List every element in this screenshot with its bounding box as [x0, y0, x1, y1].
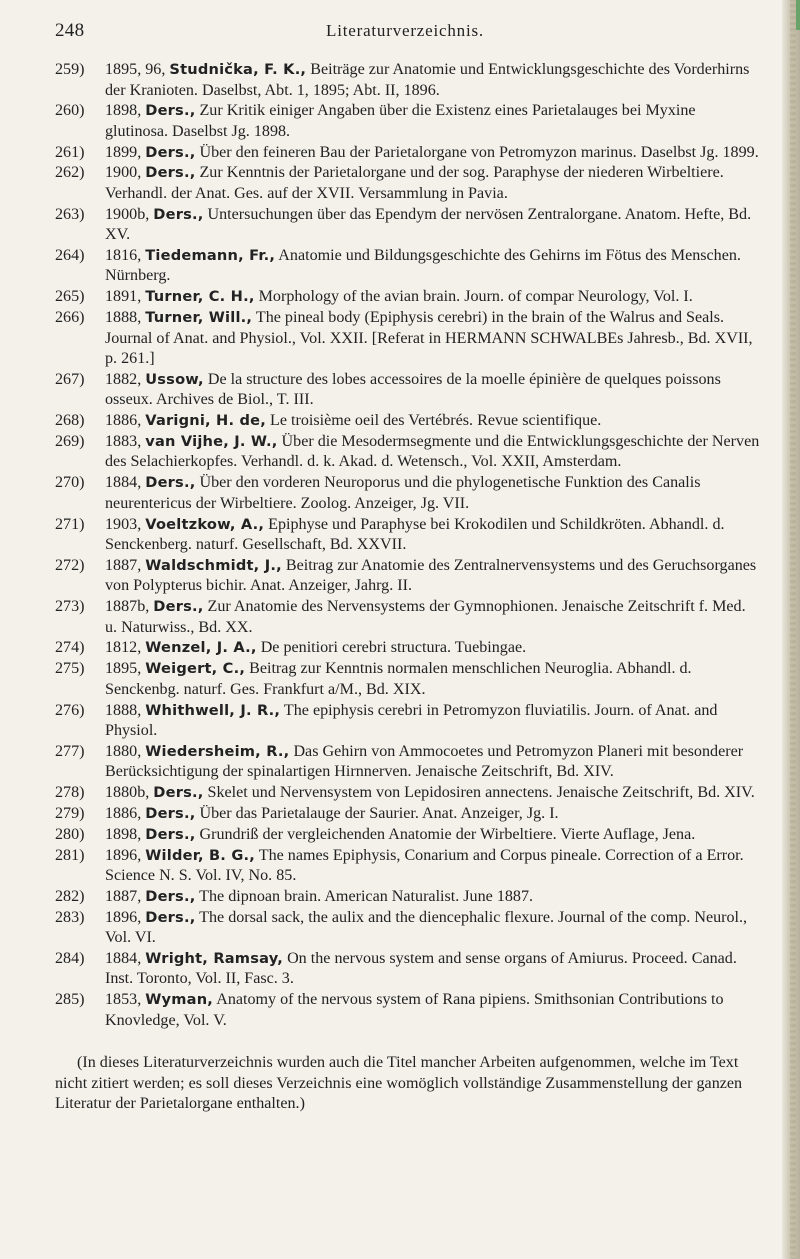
reference-author: Ders.,: [145, 908, 196, 926]
reference-year: 1883,: [105, 432, 142, 450]
reference-title: Grundriß der vergleichenden Anatomie der Wirbeltiere. Vierte Auflage, Jena.: [199, 825, 696, 843]
reference-entry: [55, 742, 760, 783]
reference-year: 1884,: [105, 949, 142, 967]
reference-entry: [55, 701, 760, 742]
reference-title: Anatomy of the nervous system of Rana pipiens. Smithsonian Contributions to Knovledge, Vol. V.: [105, 991, 724, 1029]
reference-number: 260): [55, 102, 85, 120]
reference-number: 285): [55, 991, 85, 1009]
reference-number: 264): [55, 246, 85, 264]
reference-author: Ussow,: [145, 370, 204, 388]
reference-number: 263): [55, 205, 85, 223]
reference-year: 1853,: [105, 991, 142, 1009]
reference-author: Waldschmidt, J.,: [145, 556, 282, 574]
reference-year: 1888,: [105, 309, 142, 327]
reference-author: Ders.,: [145, 825, 196, 843]
reference-title: Über die Mesodermsegmente und die Entwicklungsgeschichte der Nerven des Selachierkopfes. Verhandl. d. k. Akad. d. Wetensch., Vol. XXII, Amsterdam.: [105, 432, 760, 471]
reference-year: 1886,: [105, 804, 142, 822]
reference-number: 275): [55, 660, 85, 678]
reference-author: Whithwell, J. R.,: [145, 701, 281, 719]
reference-year: 1886,: [105, 412, 142, 430]
reference-number: 268): [55, 412, 85, 430]
reference-author: Studnička, F. K.,: [169, 61, 307, 78]
reference-author: Weigert, C.,: [145, 660, 246, 678]
reference-title: The pineal body (Epiphysis cerebri) in the brain of the Walrus and Seals. Journal of Anat. and Physiol., Vol. XXII. [Referat in HERMANN SCHWALBEs Jahresb., Bd. XVII, p. 261.]: [105, 309, 753, 368]
reference-year: 1884,: [105, 474, 142, 492]
reference-title: The dorsal sack, the aulix and the diencephalic flexure. Journal of the comp. Neurol., Vol. VI.: [105, 908, 748, 947]
reference-year: 1891,: [105, 288, 142, 306]
reference-entry: [55, 473, 760, 514]
reference-author: Ders.,: [145, 804, 196, 822]
reference-title: Anatomie und Bildungsgeschichte des Gehirns im Fötus des Menschen. Nürnberg.: [105, 246, 741, 285]
reference-year: 1880,: [105, 742, 142, 760]
reference-number: 267): [55, 370, 85, 388]
page-edge-tab: [796, 0, 800, 30]
reference-author: Wilder, B. G.,: [145, 846, 255, 864]
reference-title: De penitiori cerebri structura. Tuebingae.: [260, 639, 527, 657]
reference-number: 272): [55, 556, 85, 574]
reference-entry: [55, 846, 760, 887]
reference-author: Varigni, H. de,: [145, 412, 266, 430]
reference-title: On the nervous system and sense organs of Amiurus. Proceed. Canad. Inst. Toronto, Vol. II, Fasc. 3.: [105, 949, 737, 988]
reference-year: 1896,: [105, 846, 142, 864]
reference-number: 283): [55, 908, 85, 926]
reference-title: The dipnoan brain. American Naturalist. June 1887.: [199, 887, 534, 905]
reference-title: Beitrag zur Kenntnis normalen menschlichen Neuroglia. Abhandl. d. Senckenbg. naturf. Ges. Frankfurt a/M., Bd. XIX.: [105, 660, 692, 698]
reference-entry: [55, 515, 760, 556]
reference-author: Wenzel, J. A.,: [145, 639, 257, 657]
reference-year: 1898,: [105, 102, 142, 120]
reference-number: 273): [55, 598, 85, 616]
running-title: Literaturverzeichnis.: [326, 21, 484, 40]
reference-author: Turner, Will.,: [145, 309, 253, 327]
reference-year: 1903,: [105, 515, 142, 533]
reference-entry: [55, 205, 760, 246]
reference-number: 282): [55, 887, 85, 905]
reference-year: 1812,: [105, 639, 142, 657]
reference-title: Untersuchungen über das Ependym der nervösen Zentralorgane. Anatom. Hefte, Bd. XV.: [105, 205, 752, 244]
reference-number: 284): [55, 949, 85, 967]
reference-author: Ders.,: [145, 143, 196, 161]
reference-entry: [55, 804, 760, 825]
reference-list: [55, 60, 760, 1032]
page-edge-shadow: [790, 0, 796, 1259]
reference-year: 1899,: [105, 143, 142, 161]
reference-author: Ders.,: [145, 474, 196, 492]
reference-year: 1895, 96,: [105, 61, 166, 78]
reference-number: 274): [55, 639, 85, 657]
reference-author: Ders.,: [145, 887, 196, 905]
reference-title: Beiträge zur Anatomie und Entwicklungsgeschichte des Vorderhirns der Kranioten. Daselbst, Abt. 1, 1895; Abt. II, 1896.: [105, 61, 750, 99]
reference-number: 280): [55, 825, 85, 843]
reference-entry: [55, 101, 760, 142]
reference-author: Wyman,: [145, 991, 214, 1009]
reference-entry: [55, 887, 760, 908]
reference-author: Wiedersheim, R.,: [145, 742, 290, 760]
reference-year: 1900,: [105, 164, 142, 182]
reference-author: Voeltzkow, A.,: [145, 515, 265, 533]
reference-year: 1887,: [105, 556, 142, 574]
reference-author: van Vijhe, J. W.,: [145, 432, 278, 450]
reference-title: Über den feineren Bau der Parietalorgane von Petromyzon marinus. Daselbst Jg. 1899.: [199, 143, 759, 161]
reference-number: 262): [55, 164, 85, 182]
reference-entry: [55, 556, 760, 597]
reference-entry: [55, 825, 760, 846]
reference-entry: [55, 597, 760, 638]
reference-author: Ders.,: [145, 102, 196, 120]
reference-author: Ders.,: [153, 784, 204, 802]
reference-entry: [55, 60, 760, 101]
reference-title: Über den vorderen Neuroporus und die phylogenetische Funktion des Canalis neurentericus der Wirbeltiere. Zoolog. Anzeiger, Jg. VII.: [105, 474, 701, 512]
reference-entry: [55, 163, 760, 204]
reference-title: De la structure des lobes accessoires de la moelle épinière de quelques poissons osseux. Archives de Biol., T. III.: [105, 370, 721, 409]
reference-title: Epiphyse und Paraphyse bei Krokodilen und Schildkröten. Abhandl. d. Senckenberg. naturf. Gesellschaft, Bd. XXVII.: [105, 515, 725, 554]
reference-number: 259): [55, 61, 85, 78]
reference-number: 269): [55, 432, 85, 450]
reference-author: Ders.,: [153, 598, 204, 616]
reference-year: 1887b,: [105, 598, 150, 616]
page-header: [55, 20, 755, 42]
reference-entry: [55, 432, 760, 473]
reference-entry: [55, 638, 760, 659]
reference-number: 277): [55, 742, 85, 760]
reference-entry: [55, 659, 760, 700]
reference-entry: [55, 287, 760, 308]
reference-number: 271): [55, 515, 85, 533]
reference-year: 1896,: [105, 908, 142, 926]
reference-year: 1898,: [105, 825, 142, 843]
reference-entry: [55, 308, 760, 370]
reference-entry: [55, 246, 760, 287]
reference-entry: [55, 370, 760, 411]
reference-number: 270): [55, 474, 85, 492]
reference-title: The epiphysis cerebri in Petromyzon fluviatilis. Journ. of Anat. and Physiol.: [105, 701, 718, 740]
reference-year: 1882,: [105, 370, 142, 388]
reference-entry: [55, 949, 760, 990]
reference-entry: [55, 143, 760, 164]
reference-author: Ders.,: [153, 205, 204, 223]
reference-author: Tiedemann, Fr.,: [145, 246, 276, 264]
reference-number: 261): [55, 143, 85, 161]
page-number: 248: [55, 20, 85, 41]
reference-author: Ders.,: [145, 164, 196, 182]
reference-entry: [55, 990, 760, 1031]
reference-number: 276): [55, 701, 85, 719]
reference-number: 281): [55, 846, 85, 864]
reference-year: 1900b,: [105, 205, 150, 223]
reference-number: 265): [55, 288, 85, 306]
reference-title: Zur Anatomie des Nervensystems der Gymnophionen. Jenaische Zeitschrift f. Med. u. Naturwiss., Bd. XX.: [105, 598, 746, 636]
reference-title: The names Epiphysis, Conarium and Corpus pineale. Correction of a Error. Science N. S. Vol. IV, No. 85.: [105, 846, 744, 885]
reference-entry: [55, 783, 760, 804]
reference-title: Skelet und Nervensystem von Lepidosiren annectens. Jenaische Zeitschrift, Bd. XIV.: [207, 784, 755, 802]
reference-year: 1887,: [105, 887, 142, 905]
reference-year: 1816,: [105, 246, 142, 264]
reference-number: 266): [55, 309, 85, 327]
reference-author: Wright, Ramsay,: [145, 949, 284, 967]
reference-year: 1895,: [105, 660, 142, 678]
reference-number: 279): [55, 804, 85, 822]
reference-title: Das Gehirn von Ammocoetes und Petromyzon Planeri mit besonderer Berücksichtigung der spinalartigen Hirnnerven. Jenaische Zeitschrift, Bd. XIV.: [105, 742, 744, 781]
reference-author: Turner, C. H.,: [145, 288, 255, 306]
reference-title: Beitrag zur Anatomie des Zentralnervensystems und des Geruchsorganes von Polypterus bichir. Anat. Anzeiger, Jahrg. II.: [105, 556, 757, 595]
reference-year: 1880b,: [105, 784, 150, 802]
reference-title: Zur Kritik einiger Angaben über die Existenz eines Parietalauges bei Myxine glutinosa. Daselbst Jg. 1898.: [105, 102, 696, 140]
reference-year: 1888,: [105, 701, 142, 719]
reference-number: 278): [55, 784, 85, 802]
reference-entry: [55, 411, 760, 432]
closing-note: (In dieses Literaturverzeichnis wurden auch die Titel mancher Arbeiten aufgenommen, welche im Text nicht zitiert werden; es soll dieses Verzeichnis eine womöglich vollständige Zusammenstellung der ganzen Literatur der Parietalorgane enthalten.): [55, 1054, 743, 1113]
reference-entry: [55, 908, 760, 949]
reference-title: Über das Parietalauge der Saurier. Anat. Anzeiger, Jg. I.: [199, 804, 559, 822]
reference-title: Zur Kenntnis der Parietalorgane und der sog. Paraphyse der niederen Wirbeltiere. Verhandl. der Anat. Ges. auf der XVII. Versammlung in Pavia.: [105, 164, 724, 202]
reference-title: Morphology of the avian brain. Journ. of compar Neurology, Vol. I.: [258, 288, 693, 306]
reference-title: Le troisième oeil des Vertébrés. Revue scientifique.: [270, 412, 602, 430]
